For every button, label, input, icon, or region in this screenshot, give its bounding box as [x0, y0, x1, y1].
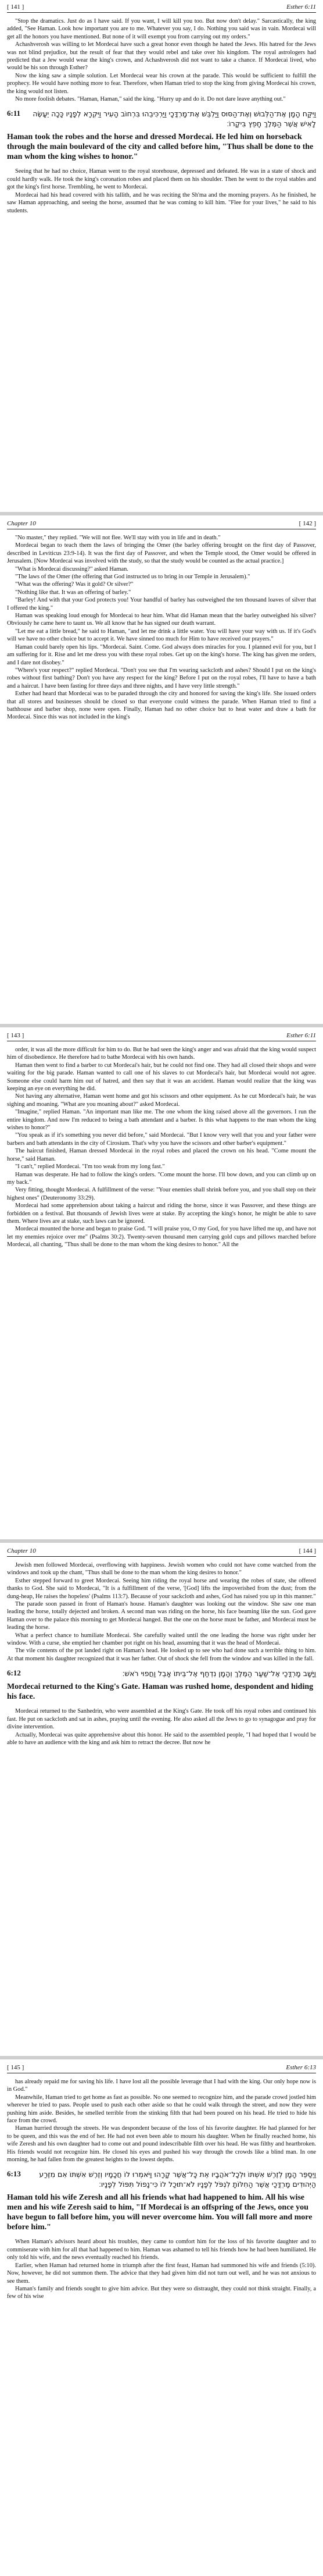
paragraph: Haman was desperate. He had to follow the king's orders. "Come mount the horse. I'll bow down, and you can climb up on my back." [7, 1171, 316, 1186]
paragraph: "What was the offering? Was it gold? Or silver?" [15, 581, 134, 588]
page-header [7, 0, 316, 13]
page-145 [2, 2061, 321, 2301]
page-144 [2, 1544, 321, 1746]
paragraph: Very fitting, thought Mordecai. A fulfillment of the verse: "Your enemies shall shrink before you, and you shall step on their highest ones" (Deuteronomy 33:29). [7, 1187, 316, 1201]
paragraph: The haircut finished, Haman dressed Mordecai in the royal robes and placed the crown on his head. "Come mount the horse," said Haman. [7, 1148, 316, 1162]
paragraph: "The laws of the Omer (the offering that God instructed us to bring in our Temple in Jerusalem)." [15, 574, 250, 581]
verse-block [7, 1668, 316, 1678]
verse-block [7, 109, 316, 129]
page-143 [2, 1029, 321, 1249]
paragraph: "Let me eat a little bread," he said to Haman, "and let me drink a little water. You will have your way with us. If it's God's will we have no other choice but to accept it. We have sinned too much for Him to have received our prayers." [7, 628, 316, 643]
paragraph: When Haman's advisors heard about his troubles, they came to comfort him for the loss of his favorite daughter and to commiserate with him for all that had happened to him. Haman was ashamed to tell his friends how he had been humiliated. He only told his wife, and the news eventually reached his friends. [7, 2239, 316, 2261]
paragraph: Haman hurried through the streets. He was despondent because of the loss of his favorite daughter. He had planned for her to be queen, and this was the end of her. He had not even been able to mourn his daughter. When he finally reached home, his wife Zeresh and his own daughter had to come out and pound indescribable filth over his head. He was filthy and heartbroken. His friends would not recognize him. He closed his eyes and pushed his way through the crowds like a blind man. In one morning, he had fallen from the greatest heights to the lowest depths. [7, 2125, 316, 2164]
paragraph: Esther had heard that Mordecai was to be paraded through the city and honored for saving the king's life. She issued orders that all stores and businesses should be closed so that everyone could witness the parade. When Haman tried to find a bathhouse and barber shop, none were open. Finally, Haman had no other choice but to heat water and draw a bath for Mordecai. Since this was not included in the king's [7, 691, 316, 721]
paragraph: "What is Mordecai discussing?" asked Haman. [15, 565, 128, 572]
running-head: Esther 6:11 [286, 1032, 316, 1039]
paragraph: Mordecai mounted the horse and began to praise God. "I will praise you, O my God, for you have lifted me up, and have not let my enemies rejoice over me" (Psalms 30:2). Twenty-seven thousand men carrying gold cups and pillows marched before Mordecai, all chanting, "Thus shall be done to the man whom the king desires to honor." All the [7, 1226, 316, 1248]
chapter-head: Chapter 10 [7, 520, 36, 527]
paragraph: Earlier, when Haman had returned home in triumph after the first feast, Haman had summoned his wife and friends (5:10). Now, however, he did not summon them. The advice that they had given him did not turn out well, and he was not anxious to see them. [7, 2262, 316, 2285]
page-separator [0, 512, 323, 515]
paragraph: Now the king saw a simple solution. Let Mordecai wear his crown at the parade. This would be sufficient to fulfill the prophecy. He would have nothing more to fear. Therefore, when Haman tried to stop the king from giving Mordecai his crown, the king would not listen. [7, 72, 316, 95]
verse-number: 6:11 [7, 109, 21, 118]
paragraph: Haman's family and friends sought to give him advice. But they were so distraught, they could not think straight. Finally, a few of his wise [7, 2285, 316, 2300]
verse-number: 6:13 [7, 2169, 21, 2179]
page-number: [ 145 ] [7, 2064, 24, 2071]
hebrew-verse: וַיִּקַּח הָמָן אֶת־הַלְּבוּשׁ וְאֶת־הַסּוּס וַיַּלְבֵּשׁ אֶת־מָרְדֳּכָי וַיַּרְכִּיבֵהוּ בִּרְחוֹב הָעִיר וַיִּקְרָא לְפָנָיו כָּכָה יֵעָשֶׂה לָאִישׁ אֲשֶׁר הַמֶּלֶךְ חָפֵץ בִּיקָרוֹ׃ [33, 109, 316, 129]
english-verse: Haman took the robes and the horse and dressed Mordecai. He led him on horseback through the main boulevard of the city and called before him, "Thus shall be done to the man whom the king wishes to honor." [7, 133, 314, 162]
paragraph: "Stop the dramatics. Just do as I have said. If you want, I will kill you too. But now don't delay." Sarcastically, the king added, "See Haman. Look how important you are to me. Whatever you say, I do. Nothing you said was in vain. Mordecai will get all the honors you have mentioned. But none of it will exempt you from carrying out my orders." [7, 18, 316, 40]
paragraph: Esther stepped forward to greet Mordecai. Seeing him riding the royal horse and wearing the robes of state, she offered thanks to God. She said to Mordecai, "It is a fulfillment of the verse, '[God] lifts the impoverished from the dust; from the dung-heap, He raises the hopeless' (Psalms 113:7). Because of your sackcloth and ashes, God has raised you up in this manner." [7, 1577, 316, 1600]
page-142 [2, 517, 321, 721]
paragraph: "I can't," replied Mordecai. "I'm too weak from my long fast." [15, 1164, 165, 1170]
page-number: [ 143 ] [7, 1032, 24, 1039]
paragraph: What a perfect chance to humiliate Mordecai. She carefully waited until the one leading the horse was right under her window. With a curse, she emptied her chamber pot right on his head, assuming that it was the head of Mordecai. [7, 1632, 316, 1647]
paragraph: "You speak as if it's something you never did before," said Mordecai. "But I know very well that you and your father were barbers and bath attendants in the city of Cirosium. That's why you have the scissors and other barber's equipment." [7, 1132, 316, 1147]
paragraph: Mordecai had some apprehension about taking a haircut and riding the horse, since it was Passover, and these things are forbidden on a festival. But thousands of Jewish lives were at stake. By accepting the king's honor, he might be able to save them. Where lives are at stake, such laws can be ignored. [7, 1202, 316, 1225]
paragraph: Achashverosh was willing to let Mordecai have such a great honor even though he hated the Jews. His hatred for the Jews was not blind prejudice, but the result of fear that they would rebel and take over his kingdom. The royal astrologers had predicted that a Jew would wear the king's crown, and Achashverosh did not want to take a chance. If Mordecai lived, who would be his son through Esther? [7, 41, 316, 72]
paragraph: Jewish men followed Mordecai, overflowing with happiness. Jewish women who could not have come watched from the windows and took up the chant, "Thus shall be done to the man whom the king desires to honor." [7, 1562, 316, 1577]
paragraph: The vile contents of the pot landed right on Haman's head. He looked up to see who had done such a terrible thing to him. At that moment his daughter recognized that it was her father. Out of shock she fell from the window and was killed in the fall. [7, 1648, 316, 1662]
paragraph: The parade soon passed in front of Haman's house. Haman's daughter was looking out the window. She saw one man leading the horse, totally dejected and broken. A second man was riding on the horse, his face beaming like the sun. God gave Haman over to the palace this morning to get Mordecai hanged. But the one on the horse must be father, and Mordecai must be leading the horse. [7, 1601, 316, 1631]
verse-number: 6:12 [7, 1668, 21, 1678]
page-separator [0, 2056, 323, 2059]
running-head: Esther 6:11 [286, 3, 316, 10]
paragraph: Mordecai had his head covered with his tallith, and he was reciting the Sh'ma and the morning prayers. As he finished, he saw Haman approaching, and seeing the horse, assumed that he was coming to kill him. "Flee for your lives," he said to his students. [7, 191, 316, 214]
english-verse: Mordecai returned to the King's Gate. Haman was rushed home, despondent and hiding his face. [7, 1682, 314, 1702]
chapter-head: Chapter 10 [7, 1547, 36, 1554]
paragraph: Mordecai began to teach them the laws of bringing the Omer (the barley offering brought on the first day of Passover, described in Leviticus 23:9-14). It was the first day of Passover, and when the Temple stood, the Omer would be offered in Jerusalem. [Now Mordecai was involved with the study, so that the study would be counted as the actual practice.] [7, 542, 316, 565]
paragraph: "Where's your respect?" replied Mordecai. "Don't you see that I'm wearing sackcloth and ashes? Should I put on the king's robes without first bathing? Don't you have any respect for the king? Before I put on the royal robes, I'll have to have a bath and a haircut. I have been fasting for three days and three nights, and I have very little strength." [7, 667, 316, 689]
paragraph: Haman could barely open his lips. "Mordecai. Saint. Come. God always does miracles for you. I planned evil for you, but I am suffering for it. Rise and let me dress you with these royal robes. Get up on the king's horse. The king has given me orders, and I dare not disobey." [7, 643, 316, 666]
paragraph: No more foolish debates. "Haman, Haman," said the king. "Hurry up and do it. Do not dare leave anything out." [15, 96, 286, 103]
page-header [7, 1544, 316, 1557]
page-141 [2, 0, 321, 215]
page-header [7, 1029, 316, 1041]
paragraph: order, it was all the more difficult for him to do. But he had seen the king's anger and was afraid that the king would suspect him of disobedience. He therefore had to bathe Mordecai with his own hands. [7, 1047, 316, 1061]
page-header [7, 2061, 316, 2073]
page-separator [0, 1539, 323, 1543]
hebrew-verse: וַיְסַפֵּר הָמָן לְזֶרֶשׁ אִשְׁתּוֹ וּלְכָל־אֹהֲבָיו אֵת כָּל־אֲשֶׁר קָרָהוּ וַיֹּאמְרוּ לוֹ חֲכָמָיו וְזֶרֶשׁ אִשְׁתּוֹ אִם מִזֶּרַע הַיְּהוּדִים מָרְדֳּכַי אֲשֶׁר הַחִלּוֹתָ לִנְפֹּל לְפָנָיו לֹא־תוּכַל לוֹ כִּי־נָפוֹל תִּפּוֹל לְפָנָיו׃ [39, 2170, 316, 2189]
verse-block [7, 2169, 316, 2189]
paragraph: Haman then went to find a barber to cut Mordecai's hair, but he could not find one. They had all closed their shops and were waiting for the big parade. Haman wanted to call one of his slaves to cut Mordecai's hair, but Mordecai would not agree. Someone else could harm him out of hatred, and then say that it was an accident. Haman would realize that the king was keeping an eye on everything he did. [7, 1062, 316, 1093]
paragraph: "No master," they replied. "We will not flee. We'll stay with you in life and in death." [15, 535, 221, 541]
paragraph: Haman was speaking loud enough for Mordecai to hear him. What did Haman mean that the barley outweighed his silver? Obviously he came here to taunt us. We all know that he has signed our death warrant. [7, 613, 316, 627]
paragraph: Not having any alternative, Haman went home and got his scissors and other equipment. As he cut Mordecai's hair, he was sighing and moaning. "What are you moaning about?" asked Mordecai. [7, 1093, 316, 1108]
page-number: [ 141 ] [7, 3, 24, 10]
english-verse: Haman told his wife Zeresh and all his friends what had happened to him. All his wise men and his wife Zeresh said to him, "If Mordecai is an offspring of the Jews, once you have begun to fall before him, you will never overcome him. You will fall more and more before him." [7, 2193, 313, 2232]
hebrew-verse: וַיָּשָׁב מָרְדֳּכַי אֶל־שַׁעַר הַמֶּלֶךְ וְהָמָן נִדְחַף אֶל־בֵּיתוֹ אָבֵל וַחֲפוּי רֹאשׁ׃ [122, 1669, 316, 1678]
page-number: [ 144 ] [299, 1547, 316, 1554]
paragraph: has already repaid me for saving his life. I have lost all the possible leverage that I had with the king. Our only hope now is in God." [7, 2079, 316, 2093]
paragraph: Actually, Mordecai was quite apprehensive about this honor. He said to the assembled people, "I had hoped that I would be able to have an audience with the king and ask him to retract the decree. But now he [7, 1731, 316, 1746]
paragraph: "Nothing like that. It was an offering of barley." [15, 589, 131, 596]
page-separator [0, 1024, 323, 1027]
paragraph: Meanwhile, Haman tried to get home as fast as possible. No one seemed to recognize him, and the parade crowd jostled him wherever he tried to pass. People used to push each other aside so that he could walk through the street, and now they were pushing him aside. Besides, he smelled terrible from the stinking filth that had been poured on his head. He tried to hide his face from the crowd. [7, 2094, 316, 2125]
paragraph: Seeing that he had no choice, Haman went to the royal storehouse, depressed and defeated. He was in a state of shock and could hardly walk. He took the king's coronation robes and placed them on his shoulder. Then he went to the royal stables and got the king's first horse. Trembling, he went to Mordecai. [7, 168, 316, 191]
paragraph: "Barley! And with that your God protects you! Your handful of barley has outweighed the ten thousand loaves of silver that I offered the king." [7, 597, 316, 611]
paragraph: "Imagine," replied Haman. "An important man like me. The one whom the king raised above all the governors. I run the entire kingdom. And now I'm reduced to being a bath attendant and a barber. Is this what happens to the man whom the king wishes to honor?" [7, 1109, 316, 1132]
page-number: [ 142 ] [299, 520, 316, 527]
running-head: Esther 6:13 [286, 2064, 316, 2071]
page-header [7, 517, 316, 529]
paragraph: Mordecai returned to the Sanhedrin, who were assembled at the King's Gate. He took off his royal robes and continued his fast. He put on sackcloth and sat in ashes, praying until the evening. He also asked all the Jews to go to synagogue and pray for divine intervention. [7, 1708, 316, 1731]
